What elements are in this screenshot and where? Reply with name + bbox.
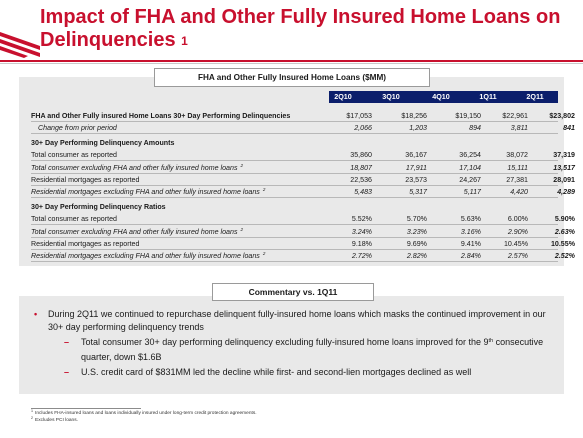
cell-3q10: 9.69%	[406, 240, 427, 248]
quarter-header-bar	[329, 91, 558, 103]
quarter-header-2q11: 2Q11	[526, 92, 544, 101]
row-footnote-marker: 2	[240, 227, 244, 232]
cell-4q10: $19,150	[455, 112, 481, 120]
row-label-text: Total consumer excluding FHA and other fully insured home loans	[31, 228, 238, 236]
footnote-2	[31, 417, 78, 424]
cell-2q11: $23,802	[549, 112, 575, 120]
cell-2q11: 841	[563, 124, 575, 132]
table-row	[31, 174, 575, 186]
row-label	[31, 110, 290, 122]
commentary-bullet-1	[34, 308, 549, 334]
cell-4q10: 2.84%	[460, 252, 481, 260]
row-label	[38, 122, 117, 134]
quarter-header-2q10: 2Q10	[334, 92, 352, 101]
cell-3q10: 36,167	[405, 151, 427, 159]
footnote-number: 1	[31, 409, 33, 413]
row-label-text: Total consumer as reported	[31, 215, 117, 223]
title-divider	[0, 60, 583, 62]
row-label	[31, 213, 117, 225]
sub-bullet-text	[81, 336, 554, 364]
quarter-header-1q11: 1Q11	[479, 92, 497, 101]
cell-2q11: 10.55%	[550, 240, 575, 248]
cell-4q10: 894	[469, 124, 481, 132]
row-label-text: Change from prior period	[38, 124, 117, 132]
cell-4q10: 36,254	[459, 151, 481, 159]
sub-bullet-text-main: Total consumer 30+ day performing delinquency excluding fully-insured home loans improved for the 9	[81, 337, 489, 347]
flag-logo-icon	[0, 24, 40, 64]
table-row	[31, 226, 575, 238]
row-footnote-marker: 2	[262, 251, 266, 256]
quarter-header-4q10: 4Q10	[432, 92, 450, 101]
cell-3q10: 3.23%	[406, 228, 427, 236]
cell-1q11: 27,381	[506, 176, 528, 184]
cell-2q10: 18,807	[350, 164, 372, 172]
footnote-text: Excludes PCI loans.	[35, 418, 78, 423]
table-row	[31, 122, 575, 134]
table-row	[31, 149, 575, 161]
bullet-marker: •	[34, 309, 38, 319]
cell-2q10: $17,053	[346, 112, 372, 120]
row-label	[31, 174, 139, 186]
row-label-text: Residential mortgages excluding FHA and other fully insured home loans	[31, 188, 260, 196]
row-label	[31, 137, 174, 149]
cell-2q11: 4,289	[557, 188, 575, 196]
row-label-text: 30+ Day Performing Delinquency Amounts	[31, 139, 175, 147]
cell-4q10: 24,267	[459, 176, 481, 184]
cell-2q10: 5,483	[354, 188, 372, 196]
cell-1q11: 6.00%	[507, 215, 528, 223]
footnote-text: Includes FHA-insured loans and loans individually insured under long-term credit protection agreements.	[35, 411, 257, 416]
cell-2q10: 9.18%	[351, 240, 372, 248]
footnote-divider	[31, 408, 141, 409]
row-label-text: 30+ Day Performing Delinquency Ratios	[31, 203, 166, 211]
table-section-heading	[31, 137, 558, 149]
cell-1q11: 2.90%	[507, 228, 528, 236]
cell-3q10: 5.70%	[406, 215, 427, 223]
sub-bullet-text-end: consecutive quarter, down $1.6B	[81, 337, 544, 362]
cell-2q10: 2.72%	[351, 252, 372, 260]
cell-2q10: 2,066	[354, 124, 372, 132]
row-label	[31, 250, 265, 263]
cell-1q11: 10.45%	[503, 240, 528, 248]
row-label-text: Total consumer excluding FHA and other fully insured home loans	[31, 164, 238, 172]
ordinal-suffix: th	[488, 338, 494, 344]
row-label-text: Residential mortgages excluding FHA and other fully insured home loans	[31, 252, 260, 260]
table-row	[31, 250, 575, 262]
cell-4q10: 9.41%	[460, 240, 481, 248]
cell-3q10: 1,203	[409, 124, 427, 132]
row-label-text: Residential mortgages as reported	[31, 240, 140, 248]
sub-bullet-text: U.S. credit card of $831MM led the decline while first- and second-lien mortgages declined as well	[81, 367, 472, 377]
footnote-number: 2	[31, 416, 33, 420]
row-label-text: FHA and Other Fully insured Home Loans 30+ Day Performing Delinquencies	[31, 112, 291, 120]
cell-3q10: $18,256	[401, 112, 427, 120]
cell-4q10: 17,104	[459, 164, 481, 172]
cell-1q11: 15,111	[507, 164, 528, 172]
title-footnote-marker: 1	[181, 34, 188, 48]
cell-3q10: 5,317	[409, 188, 427, 196]
cell-2q11: 2.52%	[554, 252, 575, 260]
cell-2q10: 3.24%	[351, 228, 372, 236]
commentary-header: Commentary vs. 1Q11	[212, 283, 374, 301]
row-footnote-marker: 2	[240, 163, 244, 168]
sub-bullet-marker: –	[64, 337, 70, 347]
commentary-sub-bullet-2	[64, 366, 554, 379]
footnote-1	[31, 410, 257, 417]
cell-2q11: 37,319	[553, 151, 575, 159]
cell-4q10: 5,117	[463, 188, 481, 196]
row-label	[31, 238, 139, 250]
table-row	[31, 162, 575, 174]
table-section-heading	[31, 201, 558, 213]
title-divider-shadow	[0, 63, 583, 64]
page-title	[40, 6, 575, 52]
cell-1q11: 38,072	[506, 151, 528, 159]
cell-1q11: $22,961	[502, 112, 528, 120]
cell-4q10: 3.16%	[460, 228, 481, 236]
table-header: FHA and Other Fully Insured Home Loans ($MM)	[154, 68, 430, 87]
bullet-text: During 2Q11 we continued to repurchase delinquent fully-insured home loans which masks the continued improvement in our 30+ day performing delinquency trends	[48, 309, 546, 332]
cell-3q10: 2.82%	[406, 252, 427, 260]
table-row	[31, 238, 575, 250]
row-label	[31, 186, 265, 199]
cell-2q10: 5.52%	[351, 215, 372, 223]
cell-2q11: 5.90%	[554, 215, 575, 223]
row-label	[31, 149, 117, 161]
cell-2q11: 2.63%	[554, 228, 575, 236]
table-row	[31, 213, 575, 225]
quarter-header-3q10: 3Q10	[382, 92, 400, 101]
row-label-text: Residential mortgages as reported	[31, 176, 140, 184]
cell-2q10: 35,860	[350, 151, 372, 159]
row-footnote-marker: 2	[262, 187, 266, 192]
cell-2q10: 22,536	[350, 176, 372, 184]
cell-2q11: 13,517	[553, 164, 575, 172]
cell-1q11: 3,811	[510, 124, 528, 132]
cell-3q10: 23,573	[405, 176, 427, 184]
cell-4q10: 5.63%	[460, 215, 481, 223]
table-row	[31, 110, 575, 122]
page-title-text: Impact of FHA and Other Fully Insured Home Loans on Delinquencies	[40, 6, 561, 51]
cell-1q11: 2.57%	[507, 252, 528, 260]
row-label-text: Total consumer as reported	[31, 151, 117, 159]
sub-bullet-marker: –	[64, 367, 70, 377]
cell-1q11: 4,420	[510, 188, 528, 196]
cell-2q11: 28,091	[553, 176, 575, 184]
row-label	[31, 201, 166, 213]
commentary-sub-bullet-1	[64, 336, 554, 364]
table-row	[31, 186, 575, 198]
cell-3q10: 17,911	[405, 164, 427, 172]
